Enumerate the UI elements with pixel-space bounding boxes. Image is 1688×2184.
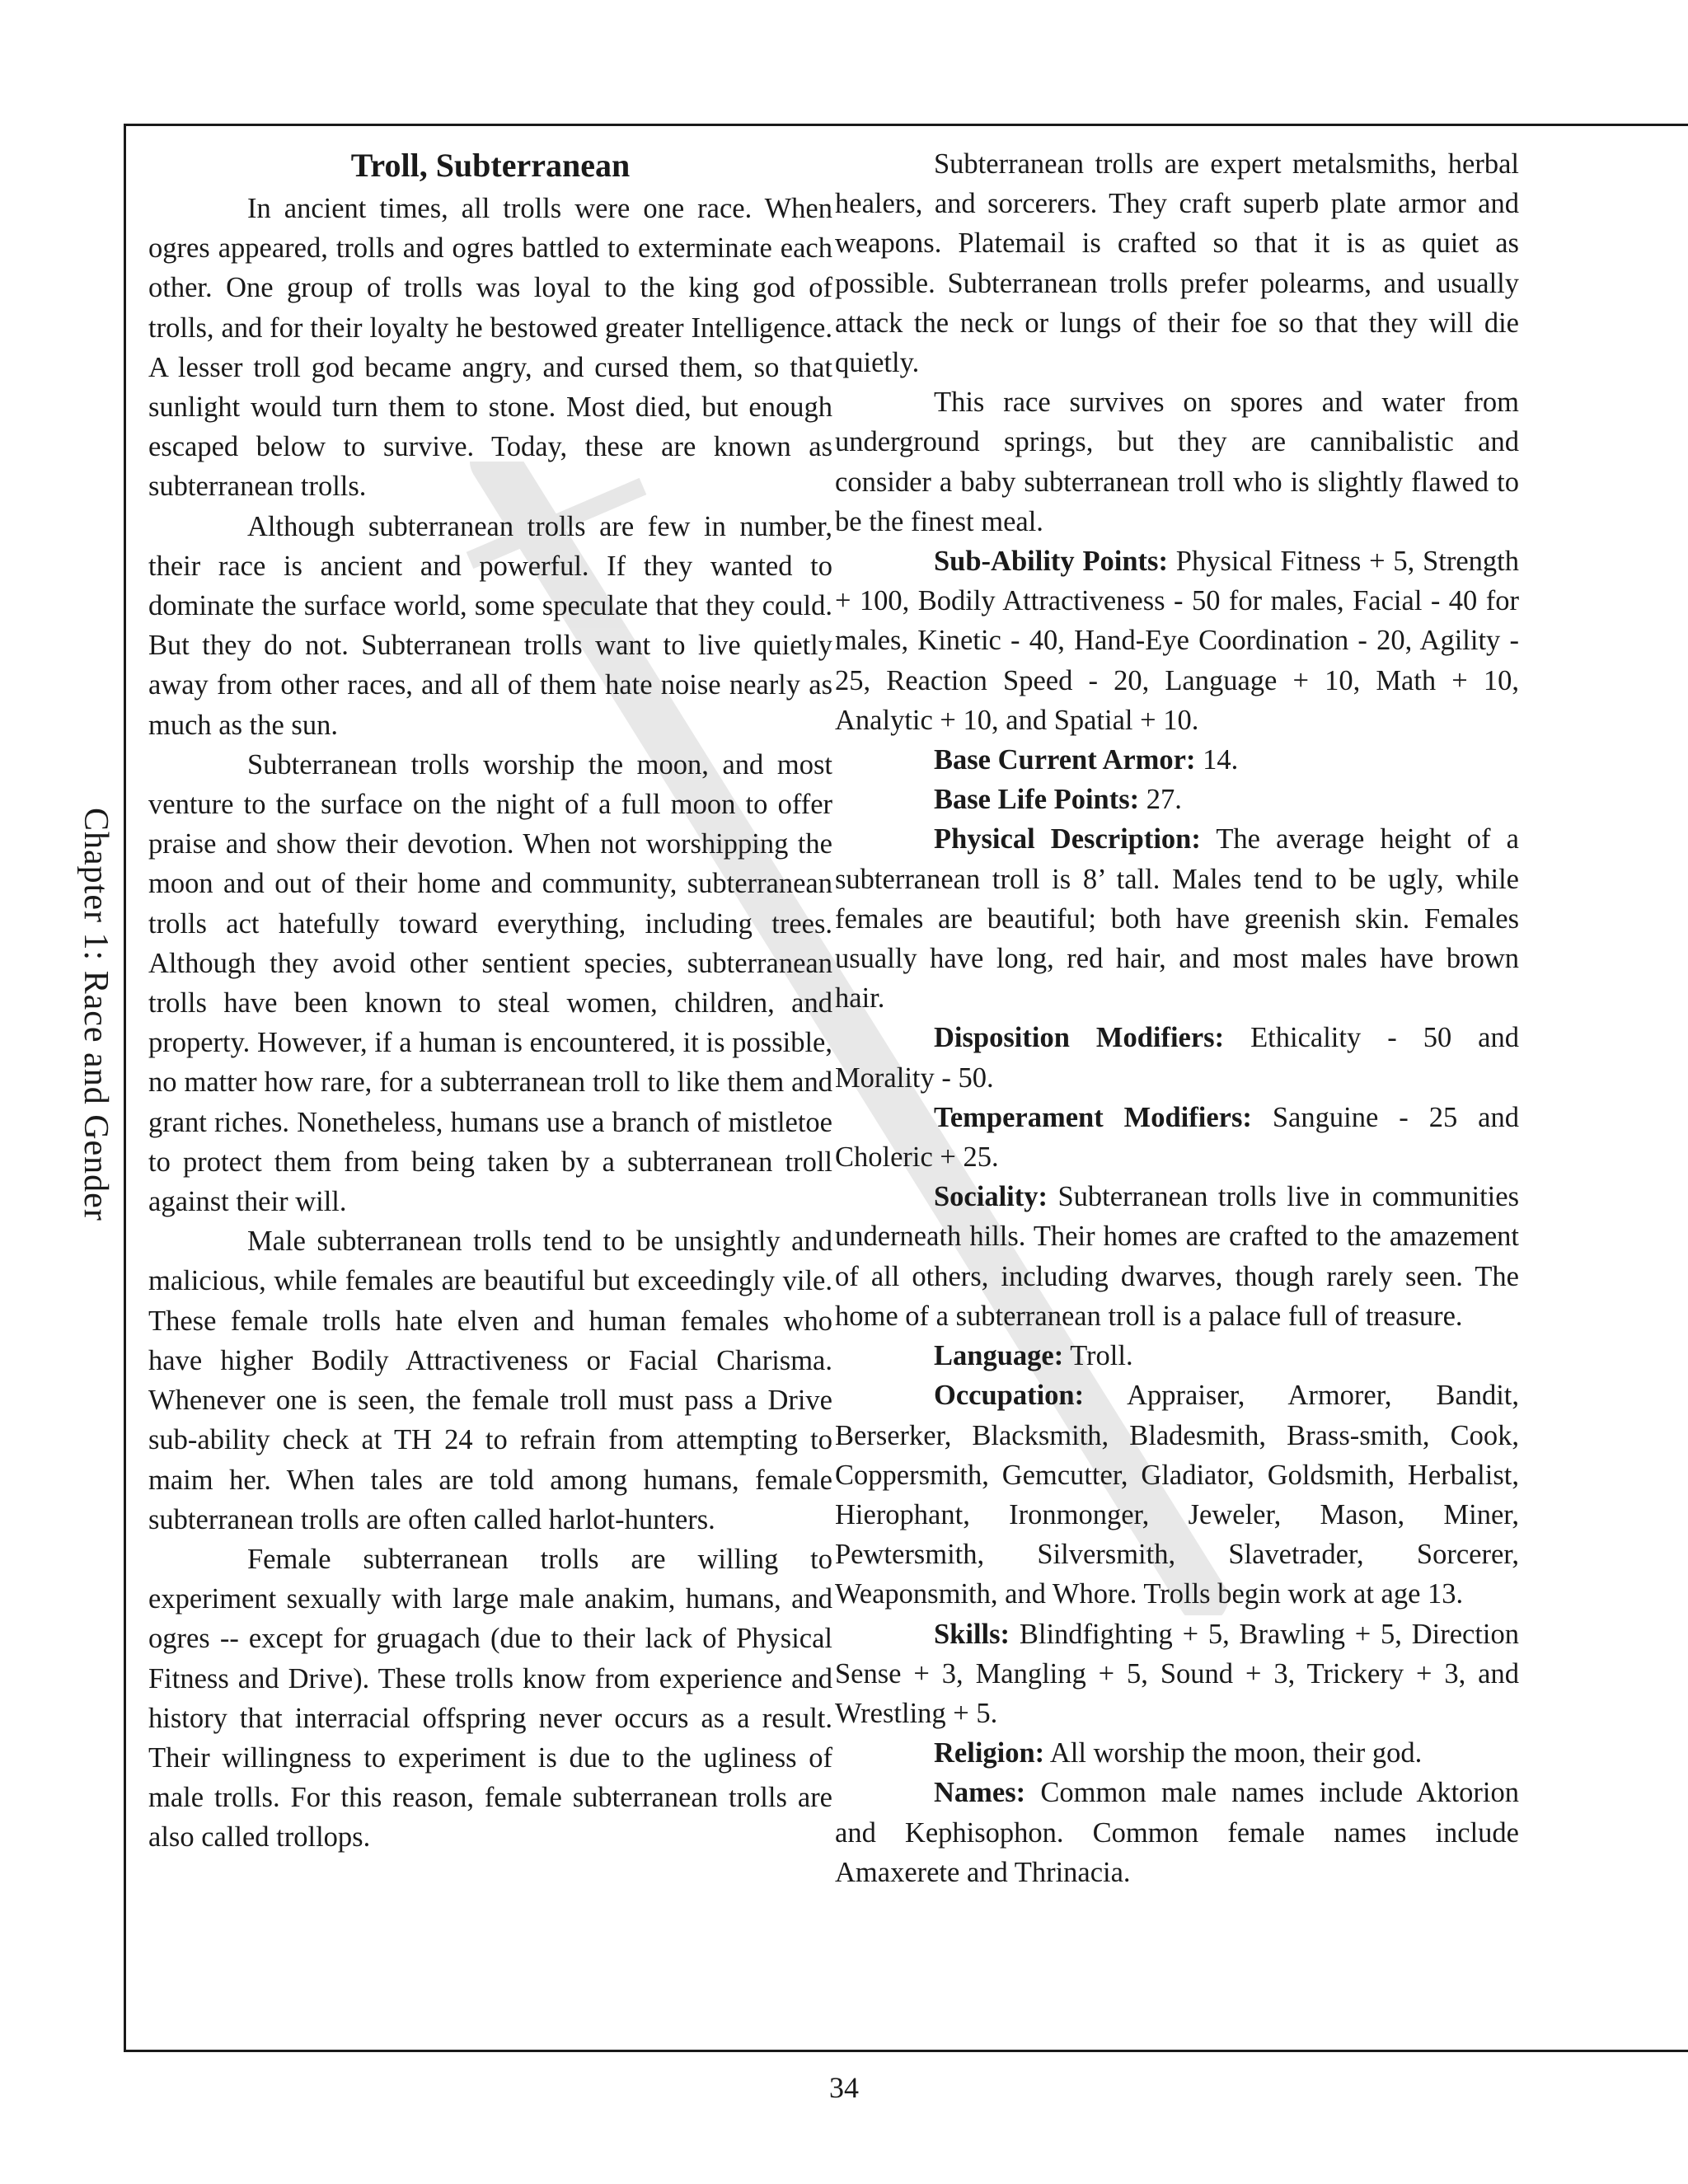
entry-text: 14. — [1195, 744, 1239, 776]
paragraph: Subterranean trolls worship the moon, and most venture to the surface on the night of a full moon to offer praise and show their devotion. When not worshipping the moon and out of their home and community, subterranean trolls act hatefully toward everything, including trees. Although they avoid other sentient species, subterranean trolls have been known to steal women, children, and property. However, if a human is encountered, it is possible, no matter how rare, for a subterranean troll to like them and grant riches. Nonetheless, humans use a branch of mistletoe to protect them from being taken by a subterranean troll against their will. — [148, 748, 832, 1218]
entry-label: Sub-Ability Points: — [934, 546, 1168, 578]
paragraph: In ancient times, all trolls were one race. When ogres appeared, trolls and ogres battled to exterminate each other. One group of trolls was loyal to the king god of trolls, and for their loyalty he bestowed greater Intelligence. A lesser troll god became angry, and cursed them, so that sunlight would turn them to stone. Most died, but enough escaped below to survive. Today, these are known as subterranean trolls. — [148, 193, 832, 503]
entry-skills — [835, 1615, 1519, 1734]
entry-label: Disposition Modifiers: — [934, 1022, 1225, 1054]
entry-label: Religion: — [934, 1737, 1045, 1769]
paragraph: This race survives on spores and water from underground springs, but they are cannibalistic and consider a baby subterranean troll who is slightly flawed to be the finest meal. — [835, 387, 1519, 537]
entry-label: Temperament Modifiers: — [934, 1101, 1252, 1133]
entry-label: Occupation: — [934, 1380, 1085, 1412]
chapter-side-label: Chapter 1: Race and Gender — [77, 808, 115, 1221]
entry-names — [835, 1773, 1519, 1892]
entry-text: Ethicality - 50 and Morality - 50. — [835, 1022, 1519, 1094]
entry-label: Skills: — [934, 1618, 1010, 1650]
right-column — [835, 144, 1519, 1892]
entry-physical-description — [835, 819, 1519, 1018]
entry-sociality — [835, 1177, 1519, 1336]
entry-base-life-points — [835, 780, 1519, 819]
entry-text: Troll. — [1063, 1340, 1133, 1372]
entry-label: Language: — [934, 1340, 1064, 1372]
left-column — [148, 144, 832, 1858]
entry-label: Physical Description: — [934, 823, 1201, 855]
section-title: Troll, Subterranean — [350, 147, 631, 184]
entry-text: 27. — [1139, 784, 1182, 816]
entry-label: Base Current Armor: — [934, 744, 1196, 776]
paragraph: Although subterranean trolls are few in number, their race is ancient and powerful. If they wanted to dominate the surface world, some speculate that they could. But they do not. Subterranean trolls want to live quietly away from other races, and all of them hate noise nearly as much as the sun. — [148, 510, 832, 741]
entry-sub-ability-points — [835, 541, 1519, 740]
entry-label: Sociality: — [934, 1181, 1048, 1213]
entry-text: Appraiser, Armorer, Bandit, Berserker, Blacksmith, Bladesmith, Brass-smith, Cook, Coppersmith, Gemcutter, Gladiator, Goldsmith, Herbalist, Hierophant, Ironmonger, Jeweler, Mason, Miner, Pewtersmith, Silversmith, Slavetrader, Sorcerer, Weaponsmith, and Whore. Trolls begin work at age 13. — [835, 1380, 1519, 1610]
entry-text: Physical Fitness + 5, Strength + 100, Bodily Attractiveness - 50 for males, Facial - 40 for males, Kinetic - 40, Hand-Eye Coordination - 20, Agility - 25, Reaction Speed - 20, Language + 10, Math + 10, Analytic + 10, and Spatial + 10. — [835, 546, 1519, 736]
entry-text: All worship the moon, their god. — [1044, 1737, 1423, 1769]
entry-text: The average height of a subterranean troll is 8’ tall. Males tend to be ugly, while females are beautiful; both have greenish skin. Females usually have long, red hair, and most males have brown hair. — [835, 823, 1519, 1015]
paragraph: Male subterranean trolls tend to be unsightly and malicious, while females are beautiful but exceedingly vile. These female trolls hate elven and human females who have higher Bodily Attractiveness or Facial Charisma. Whenever one is seen, the female troll must pass a Drive sub-ability check at TH 24 to refrain from attempting to maim her. When tales are told among humans, female subterranean trolls are often called harlot-hunters. — [148, 1226, 832, 1535]
entry-text: Subterranean trolls live in communities underneath hills. Their homes are crafted to the amazement of all others, including dwarves, though rarely seen. The home of a subterranean troll is a palace full of treasure. — [835, 1181, 1519, 1332]
entry-text: Blindfighting + 5, Brawling + 5, Direction Sense + 3, Mangling + 5, Sound + 3, Trickery + 3, and Wrestling + 5. — [835, 1618, 1519, 1729]
entry-temperament-modifiers — [835, 1098, 1519, 1177]
entry-religion — [835, 1733, 1519, 1773]
entry-disposition-modifiers — [835, 1018, 1519, 1097]
entry-occupation — [835, 1376, 1519, 1614]
entry-base-current-armor — [835, 740, 1519, 780]
paragraph: Female subterranean trolls are willing to experiment sexually with large male anakim, humans, and ogres -- except for gruagach (due to their lack of Physical Fitness and Drive). These trolls know from experience and history that interracial offspring never occurs as a result. Their willingness to experiment is due to the ugliness of male trolls. For this reason, female subterranean trolls are also called trollops. — [148, 1543, 832, 1854]
entry-label: Base Life Points: — [934, 784, 1140, 816]
paragraph: Subterranean trolls are expert metalsmiths, herbal healers, and sorcerers. They craft superb plate armor and weapons. Platemail is crafted so that it is as quiet as possible. Subterranean trolls prefer polearms, and usually attack the neck or lungs of their foe so that they will die quietly. — [835, 148, 1519, 379]
entry-text: Sanguine - 25 and Choleric + 25. — [835, 1101, 1519, 1174]
page-number: 34 — [829, 2071, 859, 2104]
entry-language — [835, 1336, 1519, 1376]
entry-label: Names: — [934, 1777, 1026, 1809]
entry-text: Common male names include Aktorion and Kephisophon. Common female names include Amaxerete and Thrinacia. — [835, 1777, 1519, 1888]
